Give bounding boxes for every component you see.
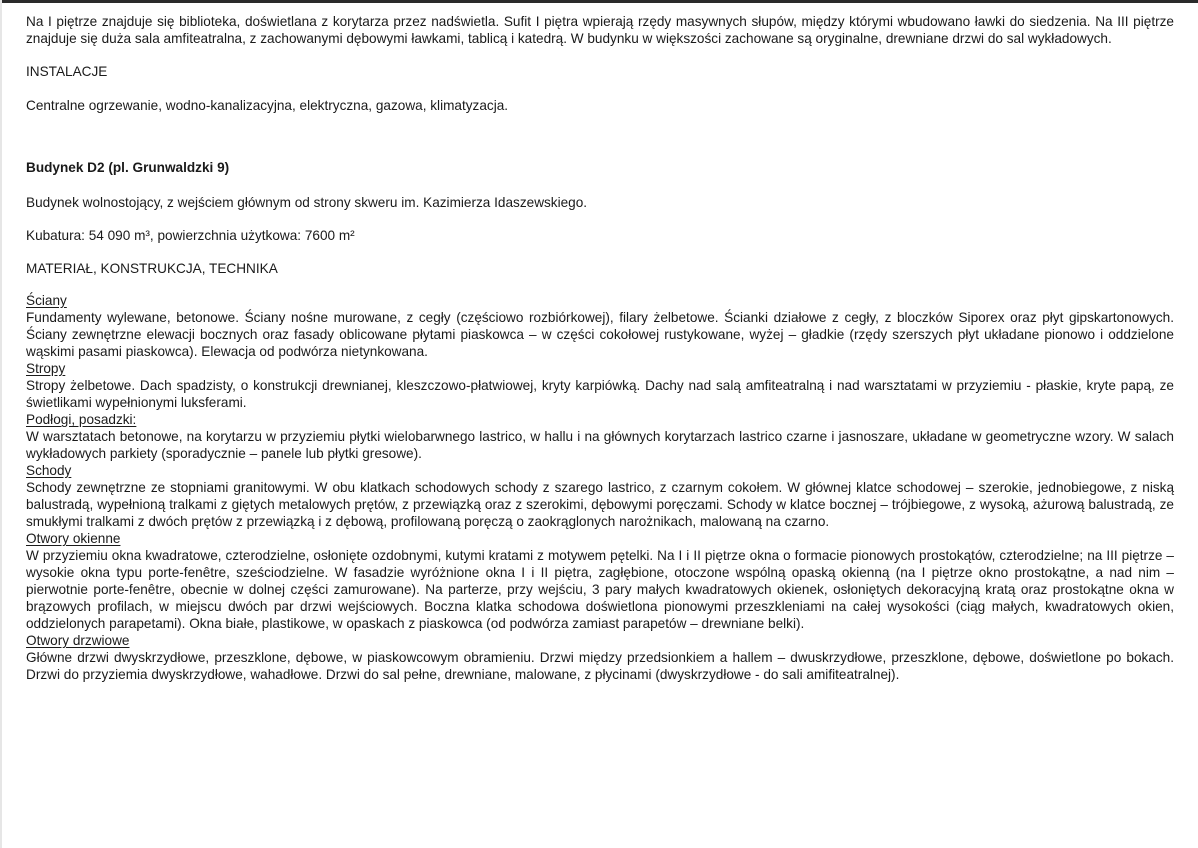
section-text: W przyziemiu okna kwadratowe, czterodzielne, osłonięte ozdobnymi, kutymi kratami z motywem pętelki. Na I i II piętrze okna o formacie pionowych prostokątów, czterodzielne; na III piętrze – wysokie okna typu porte-fenêtre, sześciodzielne. W fasadzie wyróżnione okna I i II piętra, zagłębione, otoczone wspólną opaską okienną (na I piętrze okno prostokątne, a nad nim – pierwotnie porte-fenêtre, obecnie w dolnej części zamurowane). Na parterze, przy wejściu, 3 pary małych kwadratowych okienek, osłoniętych dekoracyjną kratą oraz prostokątne okna w brązowych profilach, w miejscu dwóch par drzwi wejściowych. Boczna klatka schodowa doświetlona pionowymi przeszkleniami na całej wysokości (ciąg małych, kwadratowych okien, oddzielonych parapetami). Okna białe, plastikowe, w opaskach z piaskowca (od podwórza zamiast parapetów – drewniane belki). bbox=[26, 548, 1174, 631]
section-title: Otwory okienne bbox=[26, 531, 121, 546]
building-volume: Kubatura: 54 090 m³, powierzchnia użytkowa: 7600 m² bbox=[26, 228, 355, 243]
section-text: Fundamenty wylewane, betonowe. Ściany nośne murowane, z cegły (częściowo rozbiórkowej), filary żelbetowe. Ścianki działowe z cegły, z bloczków Siporex oraz płyt gipskartonowych. Ściany zewnętrzne elewacji bocznych oraz fasady oblicowane płytami piaskowca – w części cokołowej rustykowane, wyżej – gładkie (rzędy szerszych płyt układane pionowo i oddzielone wąskimi pasami piaskowca). Elewacja od podwórza nietynkowana. bbox=[26, 310, 1174, 359]
section-text: Schody zewnętrzne ze stopniami granitowymi. W obu klatkach schodowych schody z szarego lastrico, z czarnym cokołem. W głównej klatce schodowej – szerokie, jednobiegowe, z niską balustradą, wypełnioną tralkami z giętych metalowych prętów, z przewiązką oraz z szerokimi, dębowymi poręczami. Schody w klatce bocznej – trójbiegowe, z wysoką, ażurową balustradą, ze smukłymi tralkami z dwóch prętów z przewiązką i z dębową, profilowaną poręczą o zaokrąglonych narożnikach, malowaną na czarno. bbox=[26, 480, 1174, 529]
intro-paragraph: Na I piętrze znajduje się biblioteka, doświetlana z korytarza przez nadświetla. Sufit I piętra wpierają rzędy masywnych słupów, między którymi wbudowano ławki do siedzenia. Na III piętrze znajduje się duża sala amfiteatralna, z zachowanymi dębowymi ławkami, tablicą i katedrą. W budynku w większości zachowane są oryginalne, drewniane drzwi do sal wykładowych. bbox=[26, 14, 1174, 46]
section-walls bbox=[26, 292, 1174, 360]
section-windows bbox=[26, 530, 1174, 632]
section-title: Ściany bbox=[26, 293, 67, 308]
materials-heading: MATERIAŁ, KONSTRUKCJA, TECHNIKA bbox=[26, 261, 278, 276]
section-doors bbox=[26, 632, 1174, 683]
spacer bbox=[26, 176, 1174, 194]
installations-text: Centralne ogrzewanie, wodno-kanalizacyjna, elektryczna, gazowa, klimatyzacja. bbox=[26, 98, 509, 113]
section-text: Główne drzwi dwyskrzydłowe, przeszklone, dębowe, w piaskowcowym obramieniu. Drzwi między przedsionkiem a hallem – dwuskrzydłowe, przeszklone, dębowe, doświetlone po bokach. Drzwi do przyziemia dwyskrzydłowe, wahadłowe. Drzwi do sal pełne, drewniane, malowane, z płycinami (dwyskrzydłowe - do sali amifiteatralnej). bbox=[26, 650, 1174, 682]
document-page bbox=[26, 13, 1174, 683]
page-top-edge bbox=[0, 0, 1198, 3]
spacer bbox=[26, 244, 1174, 260]
section-ceilings bbox=[26, 360, 1174, 411]
spacer bbox=[26, 211, 1174, 227]
spacer bbox=[26, 47, 1174, 63]
section-title: Podłogi, posadzki: bbox=[26, 412, 137, 427]
section-text: W warsztatach betonowe, na korytarzu w przyziemiu płytki wielobarwnego lastrico, w hallu i na głównych korytarzach lastrico czarne i jasnoszare, układane w geometryczne wzory. W salach wykładowych parkiety (sporadycznie – panele lub płytki gresowe). bbox=[26, 429, 1174, 461]
spacer bbox=[26, 80, 1174, 97]
building-description: Budynek wolnostojący, z wejściem głównym od strony skweru im. Kazimierza Idaszewskiego. bbox=[26, 195, 588, 210]
section-floors bbox=[26, 411, 1174, 462]
section-stairs bbox=[26, 462, 1174, 530]
spacer bbox=[26, 114, 1174, 159]
section-title: Schody bbox=[26, 463, 72, 478]
scan-left-edge bbox=[0, 0, 2, 848]
section-title: Stropy bbox=[26, 361, 66, 376]
building-title: Budynek D2 (pl. Grunwaldzki 9) bbox=[26, 160, 230, 175]
section-title: Otwory drzwiowe bbox=[26, 633, 130, 648]
section-text: Stropy żelbetowe. Dach spadzisty, o konstrukcji drewnianej, kleszczowo-płatwiowej, kryty karpiówką. Dachy nad salą amfiteatralną i nad warsztatami w przyziemiu - płaskie, kryte papą, ze świetlikami wypełnionymi luksferami. bbox=[26, 378, 1174, 410]
installations-heading: INSTALACJE bbox=[26, 64, 108, 79]
spacer bbox=[26, 277, 1174, 292]
